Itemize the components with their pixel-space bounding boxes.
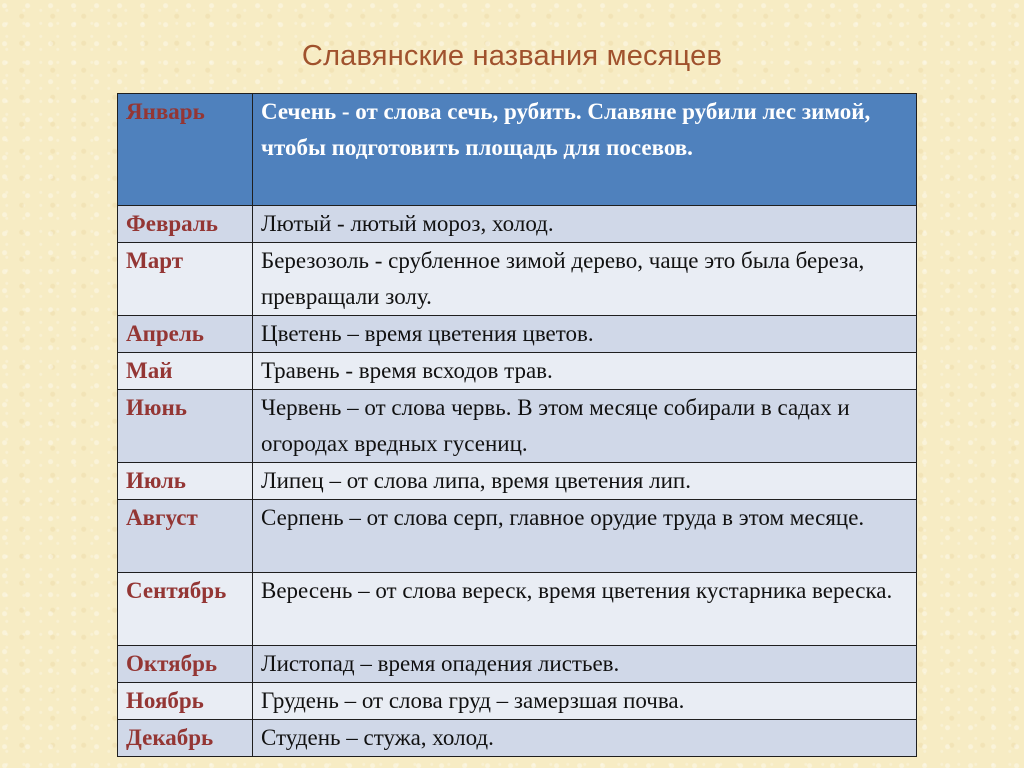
name-meaning: – время цветения цветов. xyxy=(341,321,594,346)
description-cell xyxy=(253,316,917,353)
name-meaning: – стужа, холод. xyxy=(340,725,494,750)
description-cell xyxy=(253,573,917,646)
name-meaning: – от слова вереск, время цветения кустарника вереска. xyxy=(352,578,893,603)
slavic-name: Травень xyxy=(261,358,340,383)
months-table xyxy=(117,93,917,757)
slavic-name: Вересень xyxy=(261,578,353,603)
slavic-name: Лютый xyxy=(261,211,332,236)
name-meaning: - от слова сечь, рубить. Славяне рубили лес зимой, чтобы подготовить площадь для посевов. xyxy=(261,99,871,160)
description-cell xyxy=(253,683,917,720)
name-meaning: ь – от слова груд – замерзшая почва. xyxy=(328,688,685,713)
slavic-name: Серпень xyxy=(261,505,344,530)
description-cell xyxy=(253,720,917,757)
description-cell xyxy=(253,206,917,243)
table-row xyxy=(118,94,917,206)
table-row xyxy=(118,316,917,353)
slavic-name: Липец xyxy=(261,468,324,493)
description-cell xyxy=(253,390,917,463)
name-meaning: - время всходов трав. xyxy=(339,358,553,383)
month-cell: Июнь xyxy=(118,390,253,463)
slavic-name: Березозоль xyxy=(261,248,369,273)
table-row xyxy=(118,390,917,463)
month-cell: Апрель xyxy=(118,316,253,353)
description-cell xyxy=(253,463,917,500)
slavic-name: Сечень xyxy=(261,99,337,124)
description-cell xyxy=(253,243,917,316)
table-row xyxy=(118,720,917,757)
month-cell: Май xyxy=(118,353,253,390)
name-meaning: – от слова серп, главное орудие труда в этом месяце. xyxy=(343,505,865,530)
month-cell: Февраль xyxy=(118,206,253,243)
slavic-name: Червень xyxy=(261,395,342,420)
name-meaning: – от слова липа, время цветения лип. xyxy=(323,468,691,493)
description-cell xyxy=(253,646,917,683)
table-row xyxy=(118,243,917,316)
table-row xyxy=(118,646,917,683)
month-cell: Ноябрь xyxy=(118,683,253,720)
name-meaning: - срубленное зимой дерево, чаще это была береза, превращали золу. xyxy=(261,248,865,309)
month-cell: Октябрь xyxy=(118,646,253,683)
table-row xyxy=(118,206,917,243)
month-cell: Август xyxy=(118,500,253,573)
slavic-name: Листопад xyxy=(261,651,355,676)
month-cell: Январь xyxy=(118,94,253,206)
name-meaning: – время опадения листьев. xyxy=(354,651,620,676)
month-cell: Декабрь xyxy=(118,720,253,757)
month-cell: Июль xyxy=(118,463,253,500)
description-cell xyxy=(253,500,917,573)
table-row xyxy=(118,500,917,573)
description-cell xyxy=(253,353,917,390)
slavic-name: Студень xyxy=(261,725,341,750)
table-row xyxy=(118,353,917,390)
name-meaning: – от слова червь. В этом месяце собирали в садах и огородах вредных гусениц. xyxy=(261,395,850,456)
month-cell: Сентябрь xyxy=(118,573,253,646)
slavic-name: Цветень xyxy=(261,321,342,346)
description-cell xyxy=(253,94,917,206)
table-row xyxy=(118,463,917,500)
slavic-name: Груден xyxy=(261,688,329,713)
slide-title: Славянские названия месяцев xyxy=(301,40,723,72)
month-cell: Март xyxy=(118,243,253,316)
table-row xyxy=(118,573,917,646)
table-row xyxy=(118,683,917,720)
name-meaning: - лютый мороз, холод. xyxy=(331,211,554,236)
